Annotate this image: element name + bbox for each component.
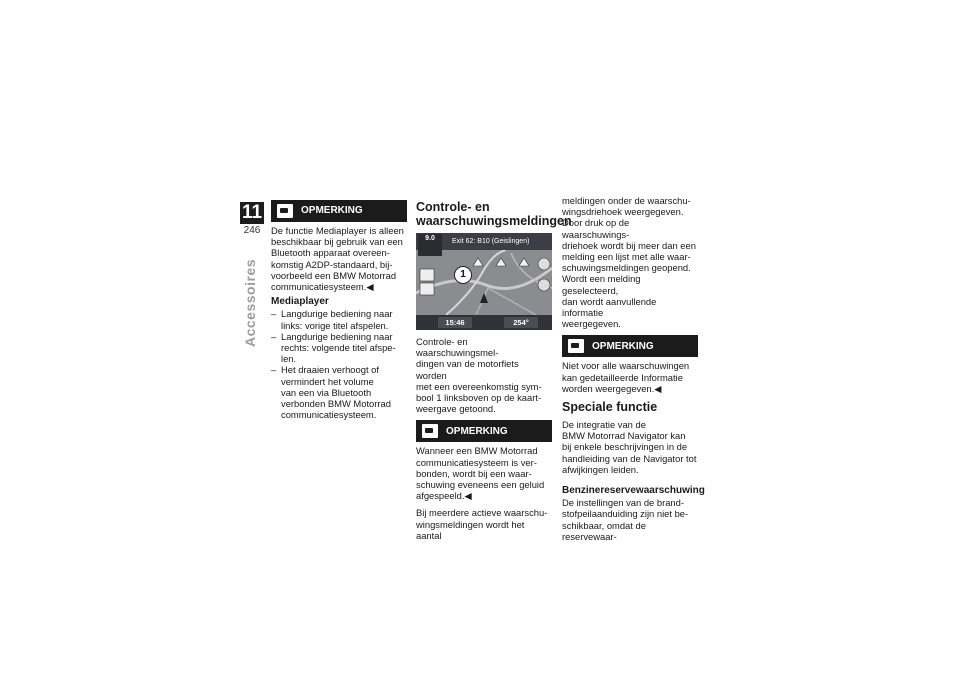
note-label: OPMERKING <box>446 425 508 437</box>
heading-speciale-functie: Speciale functie <box>562 400 658 415</box>
note-hand-icon <box>422 424 438 438</box>
map-road-name: Exit 62: B10 (Geislingen) <box>452 238 530 245</box>
paragraph: meldingen onder de waarschu- wingsdriehoek weergegeven. Door druk op de waarschuwings- driehoek wordt bij meer dan een melding een lijst met alle waar- schuwingsmeldingen geopend. Wordt een melding geselecteerd, dan wordt aanvullende informatie weergegeven. <box>562 195 696 330</box>
subheading-mediaplayer: Mediaplayer <box>271 296 329 308</box>
note-text: Niet voor alle waarschuwingen kan gedetailleerde Informatie worden weergegeven.◀ <box>562 360 690 394</box>
list-item: – Langdurige bediening naar rechts: volgende titel afspe- len. <box>271 331 407 365</box>
map-heading: 254° <box>504 317 538 328</box>
page-number: 246 <box>243 225 261 236</box>
note-box <box>271 200 407 222</box>
chapter-number: 11 <box>241 202 263 223</box>
navigator-map-image <box>416 233 552 330</box>
map-callout-1: 1 <box>454 266 472 284</box>
column-1 <box>271 200 407 420</box>
section-label: Accessoires <box>242 258 258 347</box>
note-box <box>416 420 552 442</box>
note-label: OPMERKING <box>592 340 654 352</box>
paragraph: Controle- en waarschuwingsmel- dingen van de motorfiets worden met een overeenkomstig sym- bool 1 linksboven op de kaart- weergave getoond. <box>416 336 542 415</box>
paragraph: Bij meerdere actieve waarschu- wingsmeldingen wordt het aantal <box>416 507 548 541</box>
heading-controle: Controle- en waarschuwingsmeldingen <box>416 200 572 228</box>
column-3 <box>562 195 705 542</box>
note-box <box>562 335 698 357</box>
column-2 <box>416 200 572 541</box>
note-label: OPMERKING <box>301 205 363 217</box>
map-time: 15:46 <box>438 317 472 328</box>
note-hand-icon <box>568 339 584 353</box>
map-distance: 9.0 <box>418 234 442 256</box>
note-hand-icon <box>277 204 293 218</box>
paragraph: De instellingen van de brand- stofpeilaanduiding zijn niet be- schikbaar, omdat de reservewaar- <box>562 497 689 542</box>
note-text: Wanneer een BMW Motorrad communicatiesysteem is ver- bonden, wordt bij een waar- schuwing eveneens een geluid afgespeeld.◀ <box>416 445 545 502</box>
paragraph: De integratie van de BMW Motorrad Navigator kan bij enkele beschrijvingen in de handleiding van de Navigator tot afwijkingen leiden. <box>562 419 697 475</box>
list-item: – Het draaien verhoogt of vermindert het volume van een via Bluetooth verbonden BMW Motorrad communicatiesysteem. <box>271 364 407 420</box>
list-item: – Langdurige bediening naar links: vorige titel afspelen. <box>271 308 407 330</box>
subheading-benzinereserve: Benzinereservewaarschuwing <box>562 485 705 497</box>
note-text: De functie Mediaplayer is alleen beschikbaar bij gebruik van een Bluetooth apparaat overeen- komstig A2DP-standaard, bij- voorbeeld een BMW Motorrad communicatiesysteem.◀ <box>271 225 404 293</box>
